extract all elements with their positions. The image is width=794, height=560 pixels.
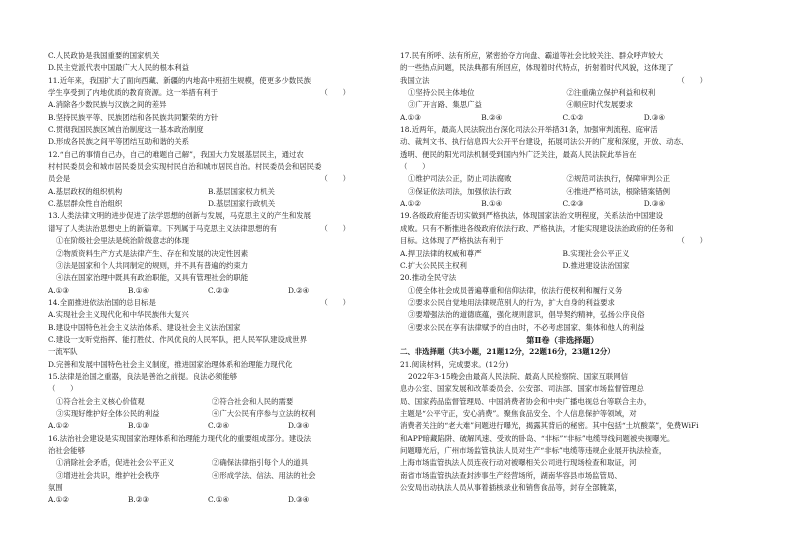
text: C.贯彻我国民族区域自治制度这一基本政治制度 <box>48 125 204 135</box>
left-line <box>48 457 368 469</box>
text: （ ） <box>400 162 430 172</box>
right-line <box>400 260 725 272</box>
right-line <box>400 470 725 482</box>
option: A.基层政权的组织机构 <box>48 186 123 196</box>
left-line <box>48 210 368 222</box>
option: ③广开言路、集思广益 <box>408 100 482 110</box>
text: 谱写了人类法治思想史上的新篇章。下列属于马克思主义法律思想的有 <box>48 223 278 233</box>
right-line <box>400 408 725 420</box>
left-line <box>48 149 368 161</box>
right-line <box>400 359 725 371</box>
option: ④形成学法、信法、用法的社会 <box>212 470 316 480</box>
answer-choice: D.③④ <box>288 421 310 431</box>
right-line <box>400 161 725 173</box>
text: 村村民委员会和城市居民委员会实现村民自治和城市居民自治。村民委员会和居民委 <box>48 162 322 172</box>
section-title-text: 第Ⅱ卷（非选择题） <box>526 334 599 345</box>
left-line <box>48 334 368 346</box>
left-line <box>48 161 368 173</box>
text: C.建设一支听党指挥、能打胜仗、作风优良的人民军队，把人民军队建设成世界 <box>48 334 308 344</box>
right-line <box>400 322 725 334</box>
text: ③要增强法治的道德底蕴，强化规则意识，倡导契约精神，弘扬公序良俗 <box>408 310 645 320</box>
answer-blank: （ ） <box>320 223 350 233</box>
answer-choice: A.①③ <box>48 285 69 295</box>
right-line <box>400 99 725 111</box>
answer-blank: （ ） <box>677 75 707 85</box>
left-line <box>48 322 368 334</box>
right-line <box>400 309 725 321</box>
text: 透明、便民的阳光司法机制受到国内外广泛关注，最高人民法院此举旨在 <box>400 149 637 159</box>
right-column <box>400 50 725 494</box>
option: A.捍卫法律的权威和尊严 <box>400 248 482 258</box>
answer-choice: A.①③ <box>400 112 421 122</box>
right-line <box>400 210 725 222</box>
answer-blank: （ ） <box>320 88 350 98</box>
right-line <box>400 457 725 469</box>
left-line <box>48 346 368 358</box>
text: 局、国家药品监督管理局、中国消费者协会和中央广播电视总台等联合主办， <box>400 396 652 406</box>
text: ①使全体社会成员普遍尊重和信仰法律，依法行使权利和履行义务 <box>408 285 623 295</box>
left-line <box>48 50 368 62</box>
left-line <box>48 359 368 371</box>
text: 公安局出动执法人员从事着插核录业和销售食品等，封存全部腌菜， <box>400 483 622 493</box>
right-line <box>400 50 725 62</box>
left-line <box>48 124 368 136</box>
text: 19.各级政府能否切实做到严格执法，体现国家法治文明程度，关系法治中国建设 <box>400 211 664 221</box>
text: 18.近两年，最高人民法院出台深化司法公开举措31条，加强审判流程、庭审活 <box>400 125 658 135</box>
left-line <box>48 75 368 87</box>
text: 我国立法 <box>400 75 430 85</box>
answer-choice: B.②③ <box>128 495 150 505</box>
answer-choice: C.②④ <box>208 421 229 431</box>
right-line <box>400 124 725 136</box>
left-line <box>48 383 368 395</box>
left-line <box>48 223 368 235</box>
left-line <box>48 297 368 309</box>
option: ③实现好维护好全体公民的利益 <box>56 408 160 418</box>
text: （ ） <box>48 384 78 394</box>
right-line <box>400 433 725 445</box>
text: 一流军队 <box>48 347 78 357</box>
left-line <box>48 445 368 457</box>
text: 氛围 <box>48 483 63 493</box>
text: 学生享受到了内地优质的教育资源。这一举措有利于 <box>48 88 218 98</box>
right-line <box>400 445 725 457</box>
left-line <box>48 173 368 185</box>
text: 上海市场监管执法人员连夜行动对被曝相关公司进行现场检查和取证，河 <box>400 458 637 468</box>
text: D.形成各民族之间平等团结互助和谐的关系 <box>48 137 190 147</box>
option: ④顺应时代发展要求 <box>566 100 634 110</box>
option: ②确保法律指引每个人的道具 <box>212 458 309 468</box>
text: ③法是国家和个人共同制定的规则，并不具有普遍的约束力 <box>56 260 249 270</box>
answer-choice: D.③④ <box>643 112 666 122</box>
left-line <box>48 272 368 284</box>
text: 的一些热点问题，民法典都有所回应，体现着时代特点，折射着时代风貌，这体现了 <box>400 63 674 73</box>
option: ③保证依法司法，加强依法行政 <box>408 186 512 196</box>
right-line <box>400 186 725 198</box>
text: 13.人类法律文明的进步促进了法学思想的创新与发展，马克思主义的产生和发展 <box>48 211 312 221</box>
answer-choice: C.①② <box>562 112 584 122</box>
left-line <box>48 186 368 198</box>
text: 消费者关注的“老大难”问题进行曝光，揭露其背后的秘密。其中包括“土坑酸菜”，免费WiFi <box>400 421 699 431</box>
text: C.人民政协是我国重要的国家机关 <box>48 51 160 60</box>
answer-choice: A.①② <box>48 495 69 505</box>
right-line <box>400 235 725 247</box>
text: 息办公室、国家发展和改革委员会、公安部、司法部、国家市场监督管理总 <box>400 384 644 394</box>
text: 16.法治社会建设是实现国家治理体系和治理能力现代化的重要组成部分。建设法 <box>48 433 312 443</box>
option: B.基层国家权力机关 <box>208 186 275 196</box>
text: A.实现社会主义现代化和中华民族伟大复兴 <box>48 310 189 320</box>
answer-choice: C.②③ <box>208 285 229 295</box>
right-line <box>400 173 725 185</box>
answer-choice: B.②④ <box>481 112 503 122</box>
option: ①消除社会矛盾，促进社会公平正义 <box>56 458 175 468</box>
left-line <box>48 371 368 383</box>
left-line <box>48 470 368 482</box>
text: 目标。这体现了严格执法有利于 <box>400 236 504 246</box>
right-line <box>400 383 725 395</box>
right-line <box>400 62 725 74</box>
right-line <box>400 136 725 148</box>
answer-blank: （ ） <box>677 236 707 246</box>
answer-choice: D.③④ <box>288 495 310 505</box>
right-line <box>400 285 725 297</box>
answer-choice: A.①② <box>400 199 421 209</box>
left-line <box>48 235 368 247</box>
option: ②规范司法执行，保障审判公正 <box>566 174 670 184</box>
left-line <box>48 309 368 321</box>
text: 21.阅读材料，完成要求。(12分) <box>400 359 509 369</box>
text: 成败。只有不断推进各级政府依法行政、严格执法，才能实现建设法治政府的任务和 <box>400 223 674 233</box>
left-line <box>48 198 368 210</box>
left-line <box>48 87 368 99</box>
answer-choice: C.②③ <box>562 199 584 209</box>
option: ②注重确立保护利益和权利 <box>566 88 656 98</box>
left-line <box>48 396 368 408</box>
option: C.基层群众性自治组织 <box>48 199 123 209</box>
right-line <box>400 87 725 99</box>
right-line <box>400 75 725 87</box>
section-title <box>400 334 725 346</box>
text: ①在阶级社会里法是统治阶级意志的体现 <box>56 236 190 246</box>
right-line <box>400 482 725 494</box>
text: 南省市场监管执法查封涉事生产经营场所，湖南华容县市场监管局、 <box>400 470 622 480</box>
text: ④法在国家治理中既具有政治职能，又具有管理社会的职能 <box>56 273 249 283</box>
left-line <box>48 433 368 445</box>
text: 15.法律是治国之重器，良法是善治之前提。良法必须能够 <box>48 371 238 381</box>
text: 问题曝光后，广州市场监管执法人员对生产“非标”电缆等违规企业展开执法检查， <box>400 446 667 455</box>
right-line <box>400 248 725 260</box>
text: 20.推动全民守法 <box>400 273 457 283</box>
left-column <box>48 50 368 507</box>
text: ④要求公民在享有法律赋予的自由时，不必考虑国家、集体和他人的利益 <box>408 322 645 332</box>
option: ③增进社会共识，维护社会秩序 <box>56 470 160 480</box>
right-line <box>400 420 725 432</box>
option: B.实现社会公平正义 <box>562 248 630 258</box>
text: ②要求公民自觉地用法律规范别人的行为，扩大自身的利益要求 <box>408 297 615 307</box>
text: 17.民有所呼、法有所应，紧密抬夺方向盘、霸道等社会比较关注、群众呼声较大 <box>400 51 664 60</box>
answer-choice: B.①③ <box>128 421 150 431</box>
answer-choice: B.①④ <box>128 285 150 295</box>
right-line <box>400 396 725 408</box>
option: ④推进严格司法，根除错案错例 <box>566 186 670 196</box>
text: D.民主党派代表中国最广大人民的根本利益 <box>48 63 190 73</box>
right-line <box>400 223 725 235</box>
option: ①符合社会主义核心价值观 <box>56 396 145 406</box>
left-line <box>48 285 368 297</box>
option: ①坚持公民主体地位 <box>408 88 475 98</box>
left-line <box>48 62 368 74</box>
left-line <box>48 112 368 124</box>
right-line <box>400 371 725 383</box>
right-line <box>400 272 725 284</box>
right-line <box>400 346 725 358</box>
right-line <box>400 198 725 210</box>
left-line <box>48 260 368 272</box>
option: D.基层国家行政机关 <box>208 199 276 209</box>
answer-choice: B.①④ <box>481 199 503 209</box>
text: 动、裁判文书、执行信息四大公开平台建设，拓展司法公开的广度和深度，开放、动态、 <box>400 137 689 147</box>
left-line <box>48 248 368 260</box>
option: ④广大公民有序参与立法的权利 <box>212 408 316 418</box>
left-line <box>48 420 368 432</box>
text: B.坚持民族平等、民族团结和各民族共同繁荣的方针 <box>48 112 219 122</box>
right-line <box>400 149 725 161</box>
text: 主题是“公平守正，安心消费”。聚焦食品安全、个人信息保护等领域，对 <box>400 408 637 418</box>
left-line <box>48 494 368 506</box>
answer-choice: A.①② <box>48 421 69 431</box>
text: ②物质资料生产方式是法律产生、存在和发展的决定性因素 <box>56 248 249 258</box>
text: 12.“自己的事情自己办，自己的难题自己解”，我国大力发展基层民主，通过农 <box>48 149 304 159</box>
option: ②符合社会和人民的需要 <box>212 396 294 406</box>
text: 11.近年来，我国扩大了面向西藏、新疆的内地高中班招生规模，使更多少数民族 <box>48 75 312 85</box>
text: A.消除各少数民族与汉族之间的差异 <box>48 100 167 110</box>
option: D.推进建设法治国家 <box>562 260 630 270</box>
left-line <box>48 99 368 111</box>
text: D.完善和发展中国特色社会主义制度，推进国家治理体系和治理能力现代化 <box>48 359 293 369</box>
text: B.建设中国特色社会主义法治体系、建设社会主义法治国家 <box>48 322 241 332</box>
option: ①维护司法公正，防止司法腐败 <box>408 174 512 184</box>
answer-blank: （ ） <box>320 297 350 307</box>
left-line <box>48 482 368 494</box>
answer-choice: D.②④ <box>288 285 310 295</box>
left-line <box>48 136 368 148</box>
text: 治社会能够 <box>48 446 85 455</box>
text: 和APP暗藏陷阱、破解风速、受欢的卧岛、“非标”“非标”电缆导线问题被央视曝光。 <box>400 433 675 443</box>
answer-choice: D.③④ <box>643 199 666 209</box>
right-line <box>400 112 725 124</box>
right-line <box>400 297 725 309</box>
subsection-title: 二、非选择题（共3小题，21题12分，22题16分，23题12分） <box>400 347 615 357</box>
text: 2022年3·15晚会由最高人民法院、最高人民检察院、国家互联网信 <box>408 371 629 381</box>
answer-choice: C.①④ <box>208 495 229 505</box>
left-line <box>48 408 368 420</box>
option: C.扩大公民民主权利 <box>400 260 467 270</box>
text: 员会是 <box>48 174 71 184</box>
text: 14.全面推进依法治国的总目标是 <box>48 297 156 307</box>
answer-blank: （ ） <box>320 174 350 184</box>
